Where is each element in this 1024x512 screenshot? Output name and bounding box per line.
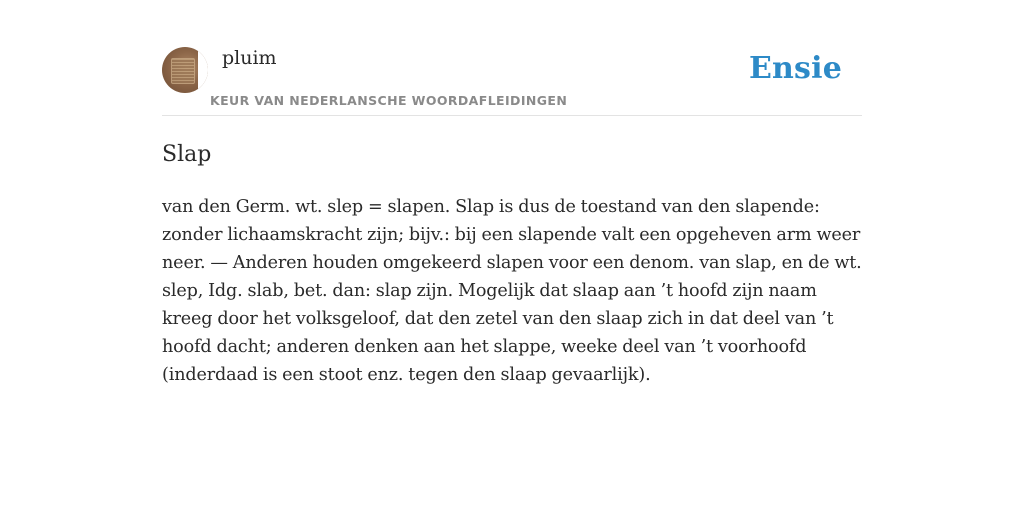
book-plate-icon bbox=[171, 58, 195, 84]
source-title[interactable]: KEUR VAN NEDERLANSCHE WOORDAFLEIDINGEN bbox=[210, 93, 568, 108]
page-header bbox=[162, 0, 862, 116]
entry-definition: van den Germ. wt. slep = slapen. Slap is dus de toestand van den slapende: zonder lichaamskracht zijn; bijv.: bij een slapende valt een opgeheven arm weer neer. — Anderen houden omgekeerd slapen voor een denom. van slap, en de wt. slep, Idg. slab, bet. dan: slap zijn. Mogelijk dat slaap aan ’t hoofd zijn naam kreeg door het volksgeloof, dat den zetel van den slaap zich in dat deel van ’t hoofd dacht; anderen denken aan het slappe, weeke deel van ’t voorhoofd (inderdaad is een stoot enz. tegen den slaap gevaarlijk). bbox=[162, 197, 862, 385]
site-logo[interactable]: Ensie bbox=[748, 51, 842, 86]
author-name[interactable]: pluim bbox=[222, 47, 277, 69]
entry-title: Slap bbox=[162, 142, 212, 167]
avatar[interactable] bbox=[162, 47, 208, 93]
page-container bbox=[162, 0, 862, 385]
